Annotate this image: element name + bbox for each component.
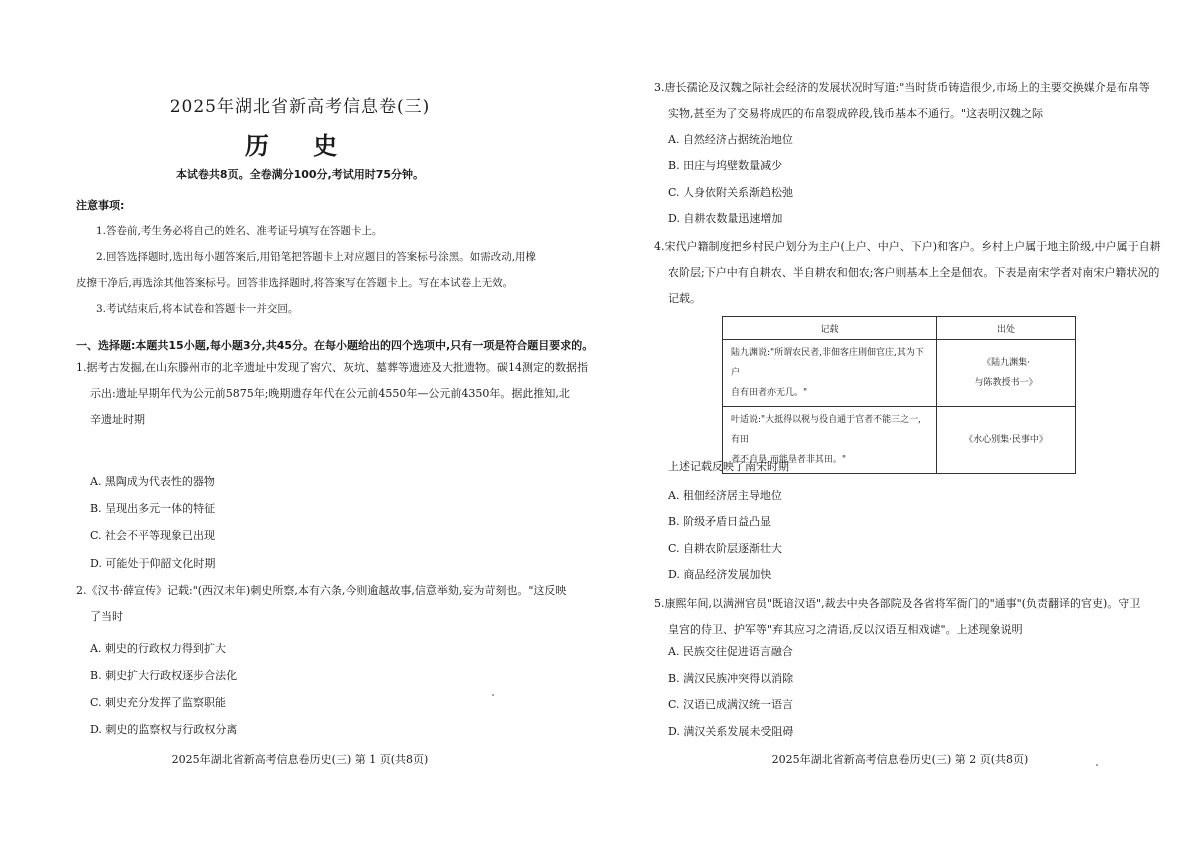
question-3-line-2: 实物,甚至为了交易将成匹的布帛裂成碎段,钱币基本不通行。"这表明汉魏之际	[668, 107, 1044, 120]
scan-speck	[492, 694, 494, 696]
notice-item-1: 1.答卷前,考生务必将自己的姓名、准考证号填写在答题卡上。	[96, 225, 383, 237]
question-1	[76, 355, 588, 433]
question-2	[76, 578, 566, 630]
question-1-line-3: 辛遗址时期	[90, 413, 145, 426]
q2-option-c: C. 刺史充分发挥了监察职能	[90, 696, 227, 709]
section-heading: 一、选择题:本题共15小题,每小题3分,共45分。在每小题给出的四个选项中,只有一项是符合题目要求的。	[76, 339, 594, 352]
q3-option-a: A. 自然经济占据统治地位	[668, 133, 793, 146]
notice-item-2: 2.回答选择题时,选出每小题答案后,用铅笔把答题卡上对应题目的答案标号涂黑。如需改动,用橡皮擦干净后,再选涂其他答案标号。回答非选择题时,将答案写在答题卡上。写在本试卷上无效。	[76, 251, 537, 289]
q4-option-a: A. 租佃经济居主导地位	[668, 489, 782, 502]
question-5-line-1: 5.康熙年间,以满洲官员"既谙汉语",裁去中央各部院及各省将军衙门的"通事"(负责翻译的官吏)。守卫	[654, 597, 1141, 610]
source-line: 与陈教授书一》	[974, 378, 1038, 388]
question-5	[654, 591, 1140, 643]
q1-option-a: A. 黑陶成为代表性的器物	[90, 475, 215, 488]
subject-title: 历 史	[244, 132, 356, 160]
question-3-line-1: 3.唐长孺论及汉魏之际社会经济的发展状况时写道:"当时货币铸造很少,市场上的主要交换媒介是布帛等	[654, 81, 1150, 94]
q2-option-d: D. 刺史的监察权与行政权分离	[90, 723, 238, 736]
table-cell-record	[723, 340, 937, 407]
q4-option-d: D. 商品经济发展加快	[668, 568, 772, 581]
source-line: 《水心别集·民事中》	[964, 435, 1048, 445]
table-header-source: 出处	[937, 317, 1076, 340]
q2-option-b: B. 刺史扩大行政权逐步合法化	[90, 669, 238, 682]
q1-option-d: D. 可能处于仰韶文化时期	[90, 557, 216, 570]
notice-heading: 注意事项:	[76, 199, 125, 212]
question-1-line-1: 1.据考古发掘,在山东滕州市的北辛遗址中发现了窖穴、灰坑、墓葬等遗迹及大批遗物。碳14测定的数据指	[76, 361, 588, 374]
table-cell-source	[937, 407, 1076, 474]
exam-title: 2025年湖北省新高考信息卷(三)	[169, 97, 431, 117]
table-cell-source	[937, 340, 1076, 407]
record-line: 自有田者亦无几。"	[731, 388, 808, 398]
page-footer-2: 2025年湖北省新高考信息卷历史(三) 第 2 页(共8页)	[771, 753, 1029, 766]
notice-item-3: 3.考试结束后,将本试卷和答题卡一并交回。	[96, 303, 299, 315]
source-line: 《陆九渊集·	[982, 358, 1030, 368]
scan-speck	[1096, 764, 1098, 766]
q5-option-b: B. 满汉民族冲突得以消除	[668, 672, 794, 685]
exam-info: 本试卷共8页。全卷满分100分,考试用时75分钟。	[175, 168, 425, 181]
page-footer-1: 2025年湖北省新高考信息卷历史(三) 第 1 页(共8页)	[171, 753, 429, 766]
question-5-line-2: 皇宫的侍卫、护军等"弃其应习之清语,反以汉语互相戏谑"。上述现象说明	[668, 623, 1023, 636]
record-line: 叶适说:"大抵得以税与役自通于官者不能三之一,有田	[731, 415, 922, 445]
q1-option-b: B. 呈现出多元一体的特征	[90, 502, 216, 515]
q3-option-c: C. 人身依附关系渐趋松弛	[668, 186, 794, 199]
q1-option-c: C. 社会不平等现象已出现	[90, 529, 216, 542]
q2-option-a: A. 刺史的行政权力得到扩大	[90, 642, 226, 655]
question-2-line-2: 了当时	[90, 610, 123, 623]
table-header-row	[723, 317, 1076, 340]
question-3	[654, 75, 1150, 127]
record-line: 陆九渊说:"所谓农民者,非佃客庄則佃官庄,其为下户	[731, 348, 924, 378]
question-4-line-2: 农阶层;下户中有自耕农、半自耕农和佃农;客户则基本上全是佃农。下表是南宋学者对南宋户籍状况的	[668, 266, 1160, 279]
table-row	[723, 407, 1076, 474]
q4-option-c: C. 自耕农阶层逐渐壮大	[668, 542, 783, 555]
question-2-line-1: 2.《汉书·薛宣传》记载:"(西汉末年)刺史所察,本有六条,今则逾越故事,信意举劾,妄为苛刻也。"这反映	[76, 584, 567, 597]
q5-option-d: D. 满汉关系发展未受阻碍	[668, 725, 794, 738]
question-4-stem-end: 上述记载反映了南宋时期	[668, 460, 789, 473]
question-1-line-2: 示出:遗址早期年代为公元前5875年;晚期遗存年代在公元前4550年—公元前4350年。据此推知,北	[90, 387, 570, 400]
table-header-record: 记载	[723, 317, 937, 340]
q5-option-a: A. 民族交往促进语言融合	[668, 645, 793, 658]
question-4-line-3: 记载。	[668, 292, 701, 305]
records-table	[722, 316, 1076, 474]
table-cell-record	[723, 407, 937, 474]
table-row	[723, 340, 1076, 407]
q3-option-b: B. 田庄与坞壁数量减少	[668, 159, 783, 172]
q3-option-d: D. 自耕农数量迅速增加	[668, 212, 783, 225]
record-line: 者不自垦,而能垦者非其田。"	[731, 455, 847, 465]
q4-option-b: B. 阶级矛盾日益凸显	[668, 515, 772, 528]
q5-option-c: C. 汉语已成满汉统一语言	[668, 698, 794, 711]
question-4	[654, 234, 1161, 312]
question-4-line-1: 4.宋代户籍制度把乡村民户划分为主户(上户、中户、下户)和客户。乡村上户属于地主阶级,中户属于自耕	[654, 240, 1161, 253]
